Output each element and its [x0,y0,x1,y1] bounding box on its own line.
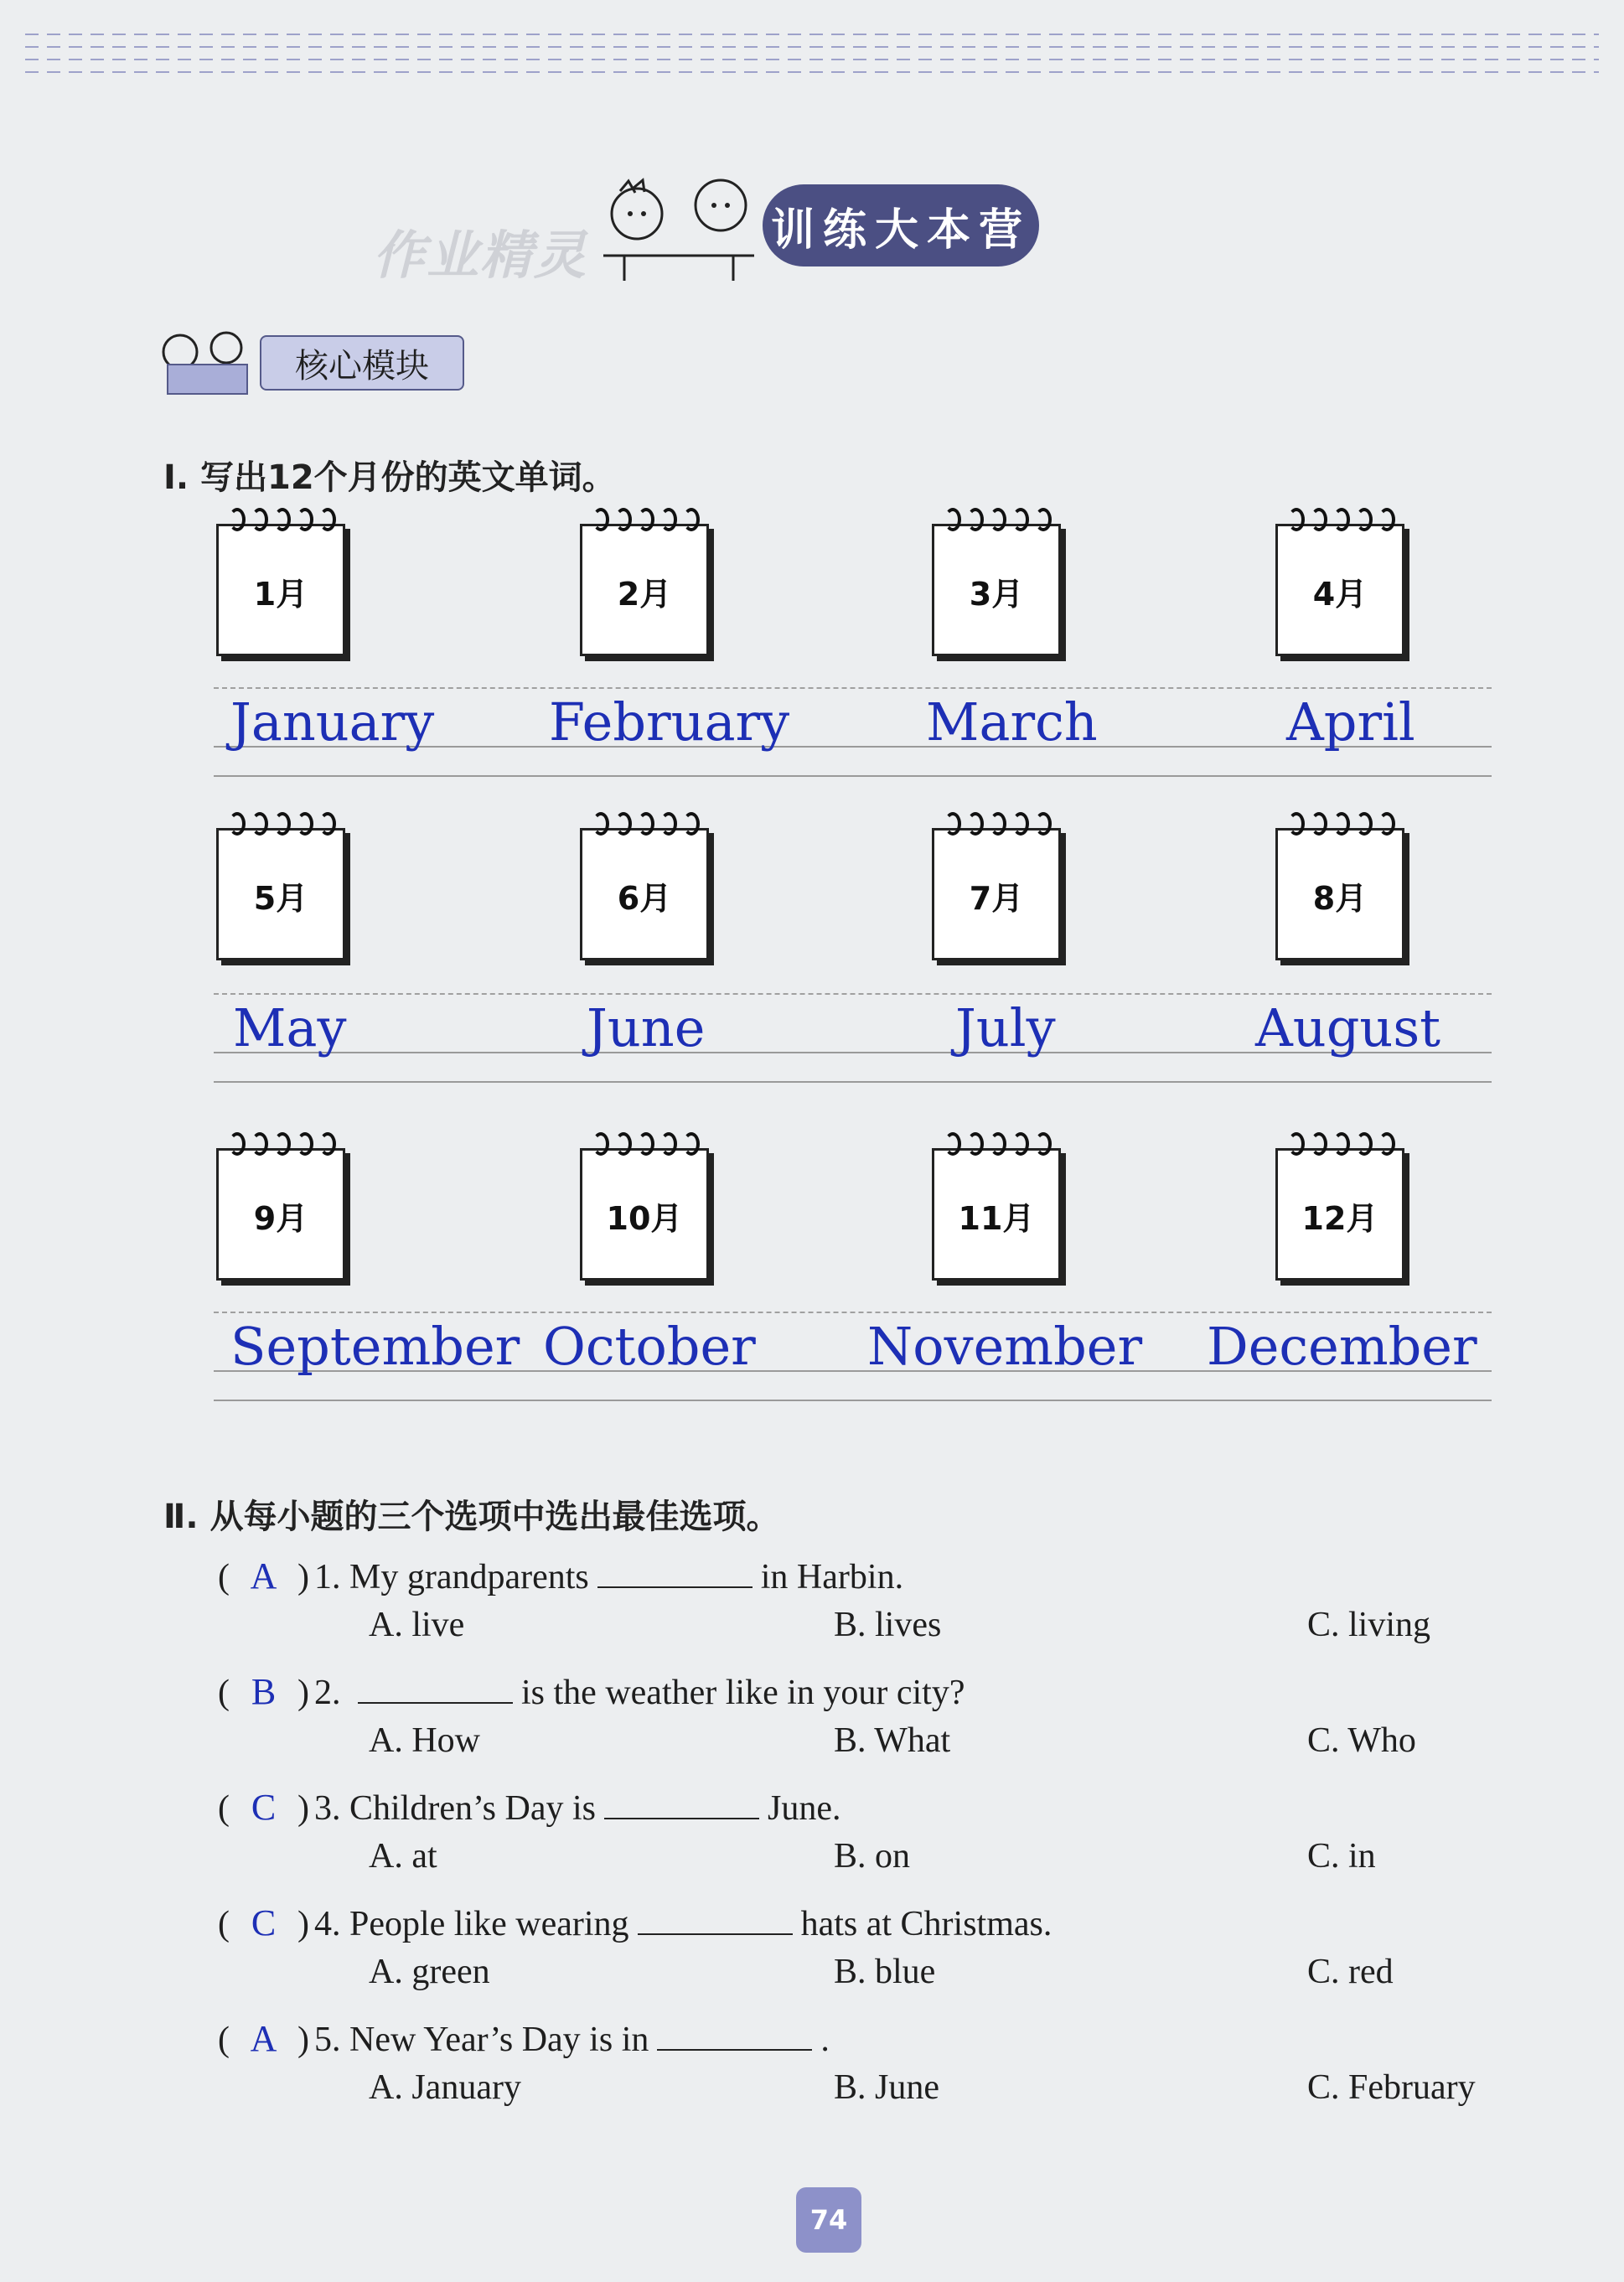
calendar-card: 12月 [1275,1148,1404,1281]
answer-blank [657,2024,812,2051]
watermark: 作业精灵 [373,225,588,286]
option-a: A. How [369,1721,480,1760]
answer-blank [597,1561,753,1588]
option-c: C. Who [1307,1721,1416,1760]
page-number: 74 [796,2187,861,2253]
answer-blank [604,1793,759,1819]
answer-choice: A [250,2018,277,2059]
answer-word: December [1207,1316,1477,1377]
option-b: B. lives [834,1606,942,1644]
module-label: 核心模块 [260,335,464,391]
option-c: C. living [1307,1606,1431,1644]
answer-word: April [1286,691,1415,753]
banner-title: 训练大本营 [763,184,1039,266]
answer-word: May [233,997,347,1058]
answer-word: February [549,691,790,753]
answer-word: September [230,1316,520,1377]
option-a: A. January [369,2068,521,2107]
answer-word: November [867,1316,1143,1377]
calendar-card: 7月 [932,828,1061,960]
calendar-card: 9月 [216,1148,345,1281]
answer-choice: C [251,1902,277,1943]
answer-choice: C [251,1787,277,1828]
answer-choice: A [250,1555,277,1596]
option-b: B. on [834,1837,911,1876]
calendar-card: 4月 [1275,524,1404,656]
question-5: ( A ) 5. New Year’s Day is in . [218,2018,830,2059]
option-b: B. June [834,2068,939,2107]
section-1-title: Ⅰ. 写出12个月份的英文单词。 [163,458,616,497]
answer-word: March [926,691,1098,753]
answer-blank [358,1677,513,1704]
answer-choice: B [251,1671,277,1712]
top-decorative-stripes [25,34,1599,80]
option-a: A. green [369,1953,490,1991]
option-c: C. February [1307,2068,1476,2107]
question-1: ( A ) 1. My grandparents in Harbin. [218,1555,904,1596]
option-c: C. red [1307,1953,1394,1991]
calendar-card: 11月 [932,1148,1061,1281]
children-at-desk-icon [595,168,763,285]
answer-blank [638,1908,793,1935]
option-b: B. What [834,1721,951,1760]
answer-word: October [543,1316,756,1377]
option-b: B. blue [834,1953,936,1991]
option-c: C. in [1307,1837,1376,1876]
question-4: ( C ) 4. People like wearing hats at Christmas. [218,1902,1052,1943]
calendar-card: 6月 [580,828,709,960]
question-2: ( B ) 2. is the weather like in your city? [218,1671,965,1712]
calendar-card: 3月 [932,524,1061,656]
calendar-card: 8月 [1275,828,1404,960]
calendar-card: 5月 [216,828,345,960]
calendar-card: 10月 [580,1148,709,1281]
answer-word: June [587,997,706,1058]
option-a: A. live [369,1606,465,1644]
answer-word: August [1255,997,1441,1058]
calendar-card: 1月 [216,524,345,656]
question-3: ( C ) 3. Children’s Day is June. [218,1787,841,1828]
section-2-title: Ⅱ. 从每小题的三个选项中选出最佳选项。 [163,1498,780,1536]
answer-word: January [230,691,435,753]
answer-word: July [955,997,1056,1058]
calendar-card: 2月 [580,524,709,656]
option-a: A. at [369,1837,437,1876]
reading-kids-icon [155,323,260,398]
